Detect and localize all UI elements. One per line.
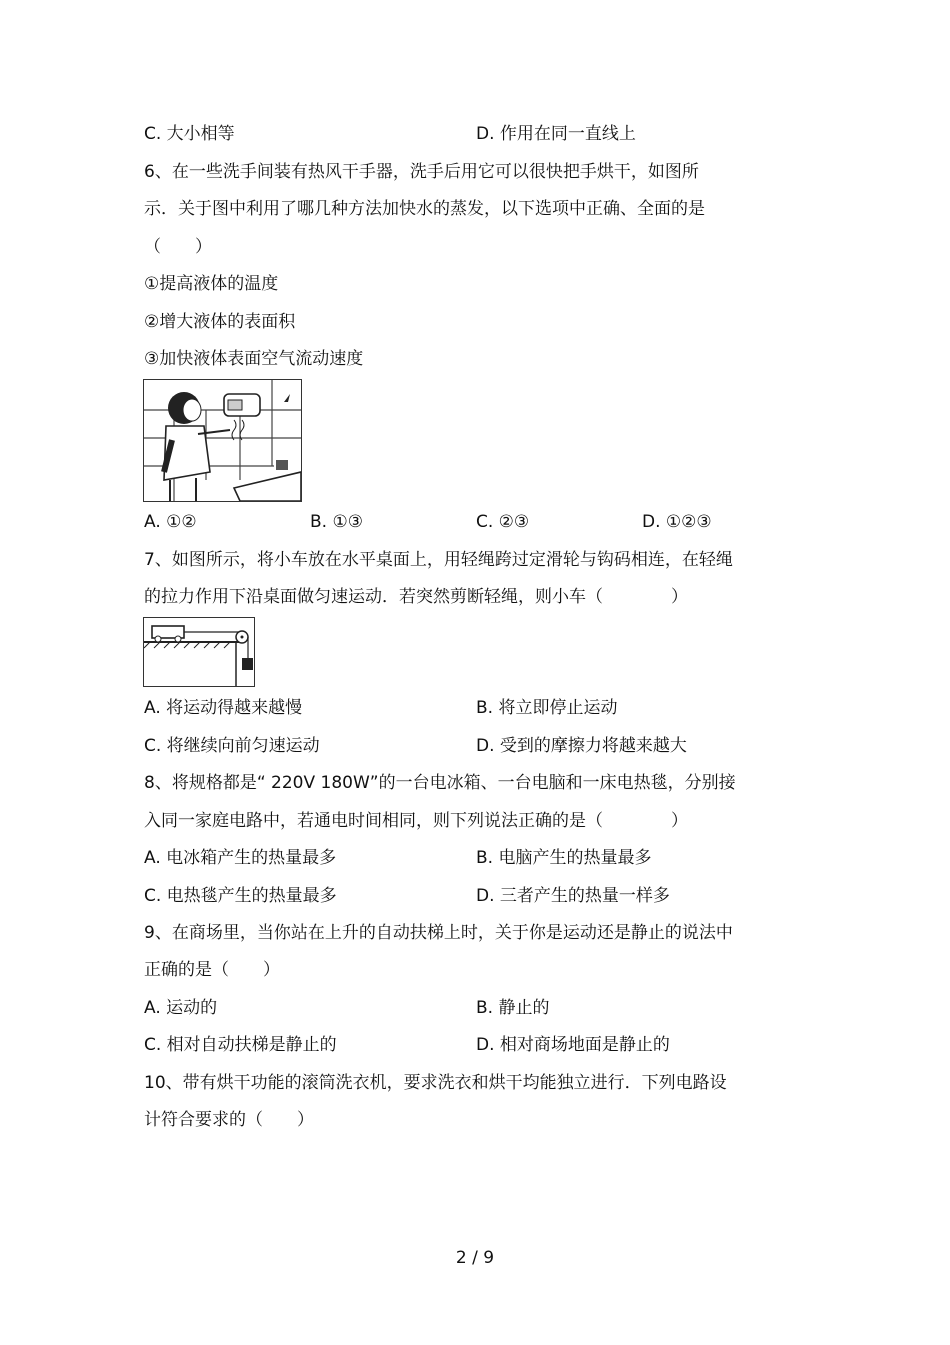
q9-option-c: C. 相对自动扶梯是静止的 [144,1035,337,1055]
q9-option-b: B. 静止的 [476,998,550,1018]
q8-option-a: A. 电冰箱产生的热量最多 [144,848,337,868]
q8-option-b: B. 电脑产生的热量最多 [476,848,652,868]
q6-option-d: D. ①②③ [642,512,712,532]
q6-option-a: A. ①② [144,512,197,532]
q5-option-d: D. 作用在同一直线上 [476,124,636,144]
q7-option-c: C. 将继续向前匀速运动 [144,736,320,756]
q6-stem-line-3: （ ） [144,237,212,257]
q6-item-1: ①提高液体的温度 [144,274,279,294]
q9-option-a: A. 运动的 [144,998,218,1018]
q6-item-2: ②增大液体的表面积 [144,312,296,332]
q8-option-d: D. 三者产生的热量一样多 [476,886,670,906]
q7-stem-line-1: 7、如图所示，将小车放在水平桌面上，用轻绳跨过定滑轮与钩码相连，在轻绳 [144,550,733,570]
q10-stem-line-2: 计符合要求的（ ） [144,1110,314,1130]
q7-option-a: A. 将运动得越来越慢 [144,698,303,718]
q9-stem-line-1: 9、在商场里，当你站在上升的自动扶梯上时，关于你是运动还是静止的说法中 [144,923,733,943]
hand-dryer-figure [143,379,302,502]
q9-option-d: D. 相对商场地面是静止的 [476,1035,670,1055]
q5-option-c: C. 大小相等 [144,124,235,144]
q6-stem-line-1: 6、在一些洗手间装有热风干手器，洗手后用它可以很快把手烘干，如图所 [144,162,699,182]
q6-item-3: ③加快液体表面空气流动速度 [144,349,364,369]
q6-option-b: B. ①③ [310,512,363,532]
q8-stem-line-2: 入同一家庭电路中，若通电时间相同，则下列说法正确的是（ ） [144,811,688,831]
cart-pulley-figure [143,617,255,687]
page-number: 2 / 9 [455,1248,495,1268]
q7-stem-line-2: 的拉力作用下沿桌面做匀速运动．若突然剪断轻绳，则小车（ ） [144,587,688,607]
q9-stem-line-2: 正确的是（ ） [144,960,280,980]
q6-stem-line-2: 示．关于图中利用了哪几种方法加快水的蒸发，以下选项中正确、全面的是 [144,199,705,219]
q8-stem-line-1: 8、将规格都是“ 220V 180W”的一台电冰箱、一台电脑和一床电热毯，分别接 [144,773,736,793]
q6-option-c: C. ②③ [476,512,530,532]
q10-stem-line-1: 10、带有烘干功能的滚筒洗衣机，要求洗衣和烘干均能独立进行．下列电路设 [144,1073,727,1093]
q7-option-b: B. 将立即停止运动 [476,698,618,718]
q8-option-c: C. 电热毯产生的热量最多 [144,886,337,906]
q7-option-d: D. 受到的摩擦力将越来越大 [476,736,687,756]
